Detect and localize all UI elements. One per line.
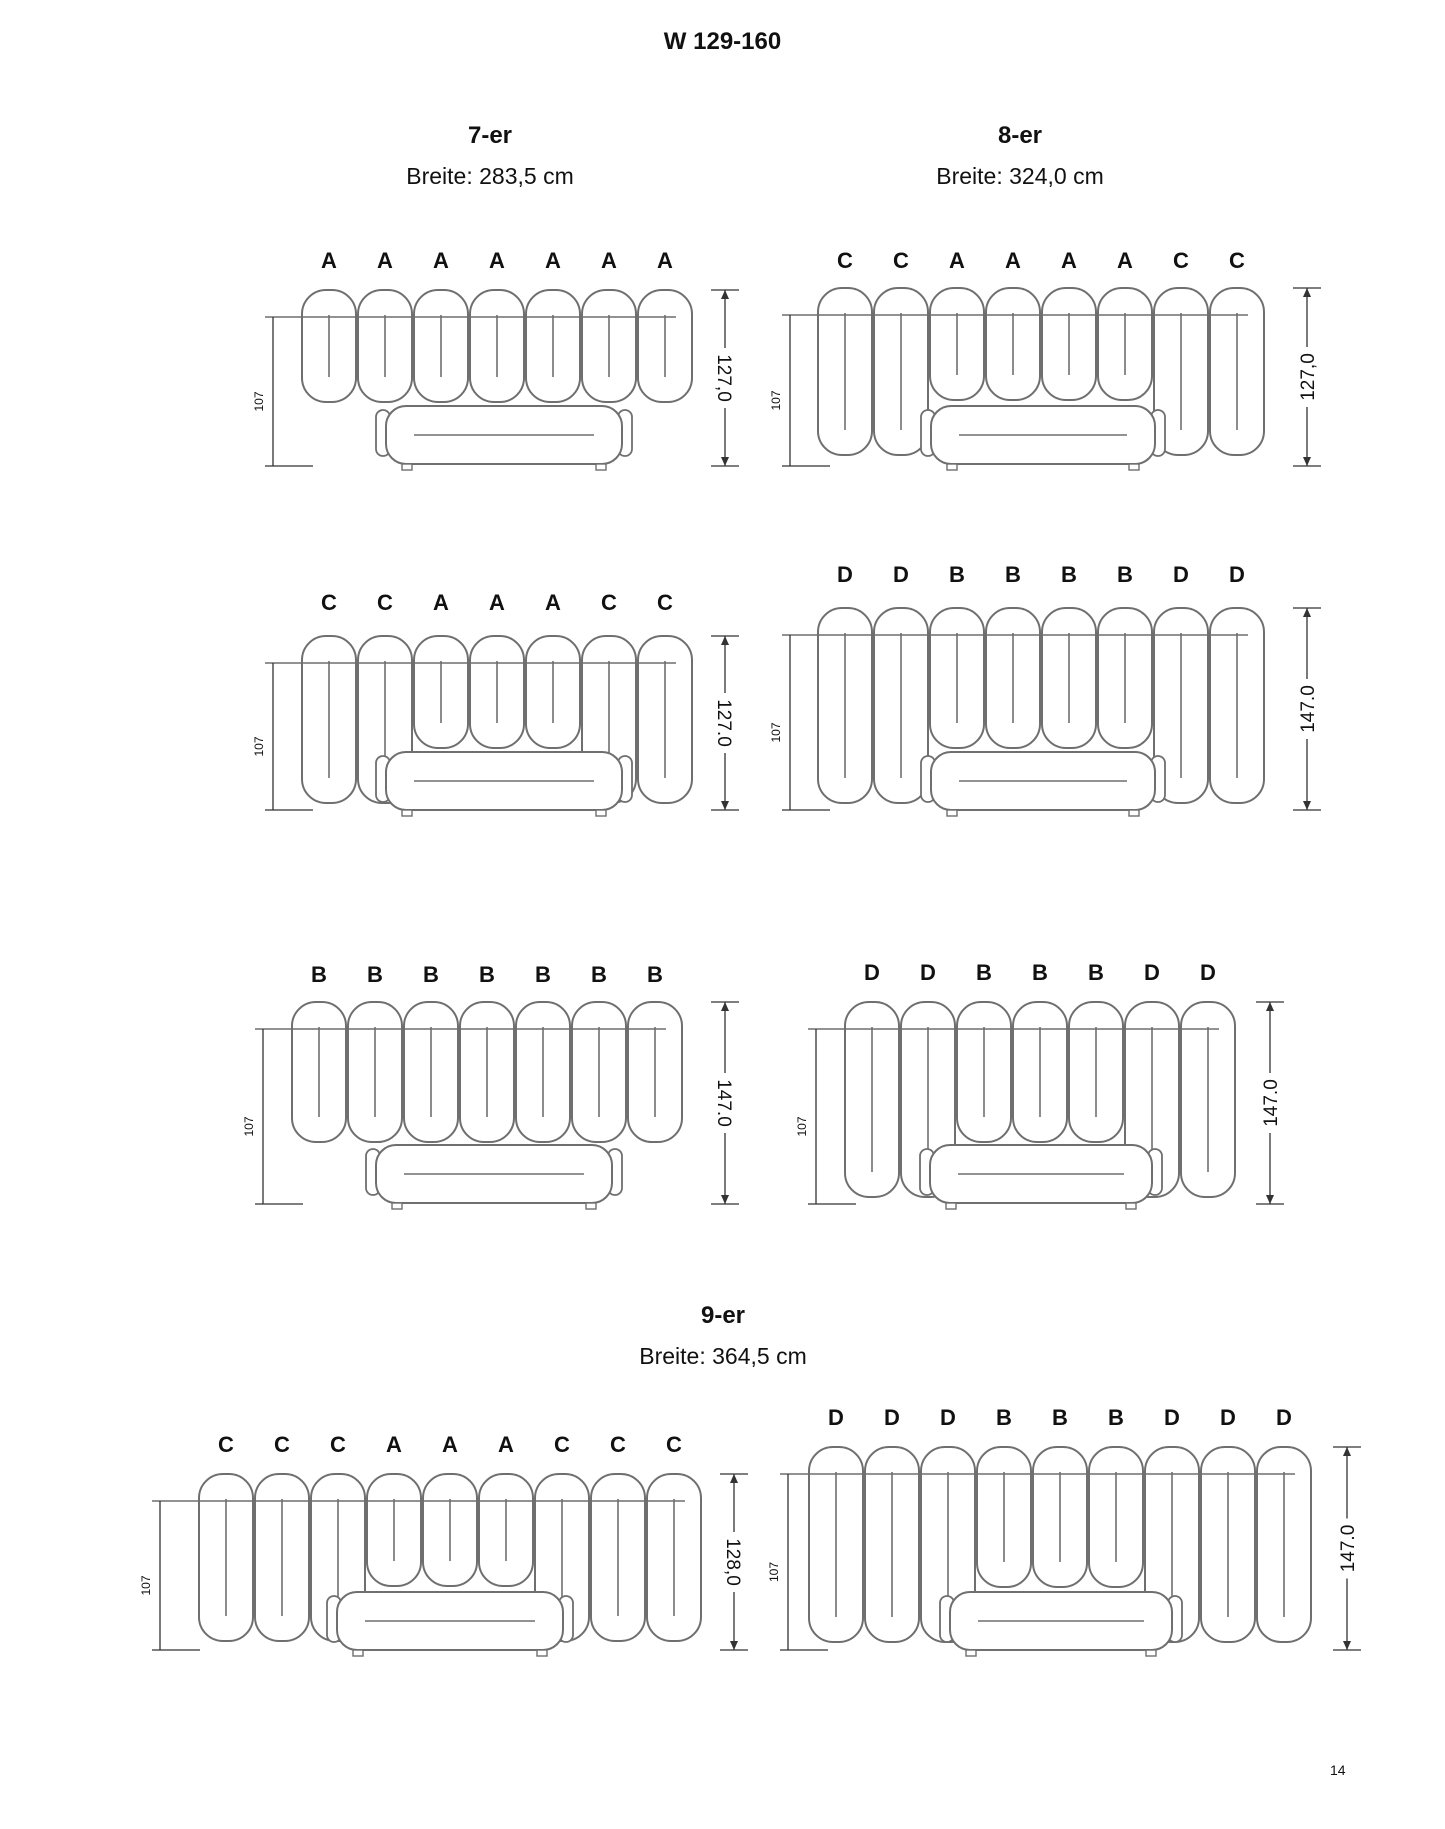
- seat-height-label: 107: [769, 390, 783, 411]
- module-label: B: [1117, 562, 1133, 587]
- arrow-up-icon: [721, 636, 729, 645]
- section-title-9er: 9-er: [700, 1302, 746, 1329]
- sofa-diagram-1: [252, 248, 739, 470]
- module-label: D: [884, 1405, 900, 1430]
- module-label: D: [1276, 1405, 1292, 1430]
- module-label: D: [1229, 562, 1245, 587]
- module-label: B: [591, 962, 607, 987]
- module-label: B: [1052, 1405, 1068, 1430]
- foot-left: [966, 1650, 976, 1656]
- module-label: A: [386, 1432, 402, 1457]
- module-label: C: [321, 590, 337, 615]
- foot-right: [1146, 1650, 1156, 1656]
- module-label: B: [1088, 960, 1104, 985]
- module-label: B: [996, 1405, 1012, 1430]
- module-label: C: [377, 590, 393, 615]
- seat-height-label: 107: [795, 1116, 809, 1137]
- total-height-label: 128,0: [722, 1538, 743, 1586]
- total-height-label: 127.0: [713, 699, 734, 747]
- module-label: D: [893, 562, 909, 587]
- sofa-diagram-6: [795, 960, 1284, 1209]
- foot-right: [586, 1203, 596, 1209]
- module-label: C: [218, 1432, 234, 1457]
- arrow-up-icon: [730, 1474, 738, 1483]
- seat-height-label: 107: [767, 1561, 781, 1583]
- seat-height-label: 107: [769, 722, 783, 743]
- sofa-diagram-3: [252, 590, 739, 816]
- total-height-label: 127,0: [713, 354, 734, 402]
- seat-height-label: 107: [252, 736, 266, 757]
- module-label: A: [377, 248, 393, 273]
- total-height-label: 147.0: [1261, 1079, 1282, 1127]
- module-label: A: [321, 248, 337, 273]
- arrow-up-icon: [1303, 608, 1311, 617]
- module-label: C: [330, 1432, 346, 1457]
- module-label: C: [554, 1432, 570, 1457]
- page-number: 14: [1330, 1762, 1346, 1778]
- module-label: A: [1005, 248, 1021, 273]
- module-label: D: [828, 1405, 844, 1430]
- foot-left: [402, 464, 412, 470]
- arrow-up-icon: [1303, 288, 1311, 297]
- section-width-9er: Breite: 364,5 cm: [639, 1343, 807, 1369]
- sofa-diagram-7: [139, 1432, 748, 1656]
- foot-right: [596, 810, 606, 816]
- module-label: C: [1173, 248, 1189, 273]
- arrow-down-icon: [721, 457, 729, 466]
- module-label: A: [545, 590, 561, 615]
- module-label: A: [1117, 248, 1133, 273]
- module-label: C: [610, 1432, 626, 1457]
- module-label: D: [1220, 1405, 1236, 1430]
- module-label: B: [367, 962, 383, 987]
- total-height-label: 127,0: [1298, 353, 1319, 401]
- foot-left: [947, 464, 957, 470]
- module-label: B: [1108, 1405, 1124, 1430]
- section-width-7er: Breite: 283,5 cm: [406, 163, 574, 189]
- section-title-7er: 7-er: [467, 122, 513, 149]
- module-label: B: [1061, 562, 1077, 587]
- module-label: C: [893, 248, 909, 273]
- foot-right: [1129, 464, 1139, 470]
- arrow-down-icon: [1303, 457, 1311, 466]
- page-title: W 129-160: [663, 28, 782, 55]
- arrow-down-icon: [721, 801, 729, 810]
- module-label: B: [311, 962, 327, 987]
- seat-height-label: 107: [139, 1575, 153, 1596]
- module-label: D: [1164, 1405, 1180, 1430]
- foot-right: [1129, 810, 1139, 816]
- foot-left: [946, 1203, 956, 1209]
- module-label: C: [601, 590, 617, 615]
- module-label: B: [535, 962, 551, 987]
- module-label: C: [274, 1432, 290, 1457]
- foot-left: [392, 1203, 402, 1209]
- module-label: D: [1200, 960, 1216, 985]
- foot-right: [537, 1650, 547, 1656]
- module-label: A: [498, 1432, 514, 1457]
- module-label: B: [1005, 562, 1021, 587]
- arrow-up-icon: [721, 290, 729, 299]
- arrow-up-icon: [1266, 1002, 1274, 1011]
- total-height-label: 147.0: [1338, 1524, 1359, 1573]
- foot-left: [947, 810, 957, 816]
- module-label: A: [433, 248, 449, 273]
- module-label: D: [837, 562, 853, 587]
- foot-left: [353, 1650, 363, 1656]
- seat-height-label: 107: [252, 391, 266, 412]
- module-label: B: [423, 962, 439, 987]
- sofa-diagram-8: [767, 1405, 1361, 1656]
- module-label: A: [1061, 248, 1077, 273]
- arrow-down-icon: [1303, 801, 1311, 810]
- module-label: A: [489, 590, 505, 615]
- total-height-label: 147.0: [713, 1079, 734, 1127]
- module-label: C: [837, 248, 853, 273]
- module-label: A: [949, 248, 965, 273]
- module-label: A: [442, 1432, 458, 1457]
- module-label: C: [1229, 248, 1245, 273]
- seat-height-label: 107: [242, 1116, 256, 1137]
- module-label: A: [657, 248, 673, 273]
- module-label: B: [647, 962, 663, 987]
- arrow-down-icon: [1266, 1195, 1274, 1204]
- module-label: A: [489, 248, 505, 273]
- module-label: D: [1173, 562, 1189, 587]
- module-label: D: [864, 960, 880, 985]
- module-label: A: [601, 248, 617, 273]
- module-label: B: [479, 962, 495, 987]
- module-label: D: [920, 960, 936, 985]
- module-label: A: [433, 590, 449, 615]
- section-width-8er: Breite: 324,0 cm: [936, 163, 1104, 189]
- arrow-up-icon: [721, 1002, 729, 1011]
- module-label: C: [657, 590, 673, 615]
- module-label: B: [949, 562, 965, 587]
- sofa-diagram-5: [242, 962, 739, 1209]
- section-title-8er: 8-er: [997, 122, 1043, 149]
- module-label: C: [666, 1432, 682, 1457]
- arrow-up-icon: [1343, 1447, 1351, 1456]
- sofa-diagram-2: [769, 248, 1321, 470]
- foot-right: [1126, 1203, 1136, 1209]
- arrow-down-icon: [730, 1641, 738, 1650]
- total-height-label: 147.0: [1298, 685, 1319, 733]
- module-label: D: [940, 1405, 956, 1430]
- module-label: B: [976, 960, 992, 985]
- module-label: B: [1032, 960, 1048, 985]
- arrow-down-icon: [1343, 1641, 1351, 1650]
- sofa-diagram-4: [769, 562, 1321, 816]
- foot-right: [596, 464, 606, 470]
- foot-left: [402, 810, 412, 816]
- module-label: D: [1144, 960, 1160, 985]
- module-label: A: [545, 248, 561, 273]
- arrow-down-icon: [721, 1195, 729, 1204]
